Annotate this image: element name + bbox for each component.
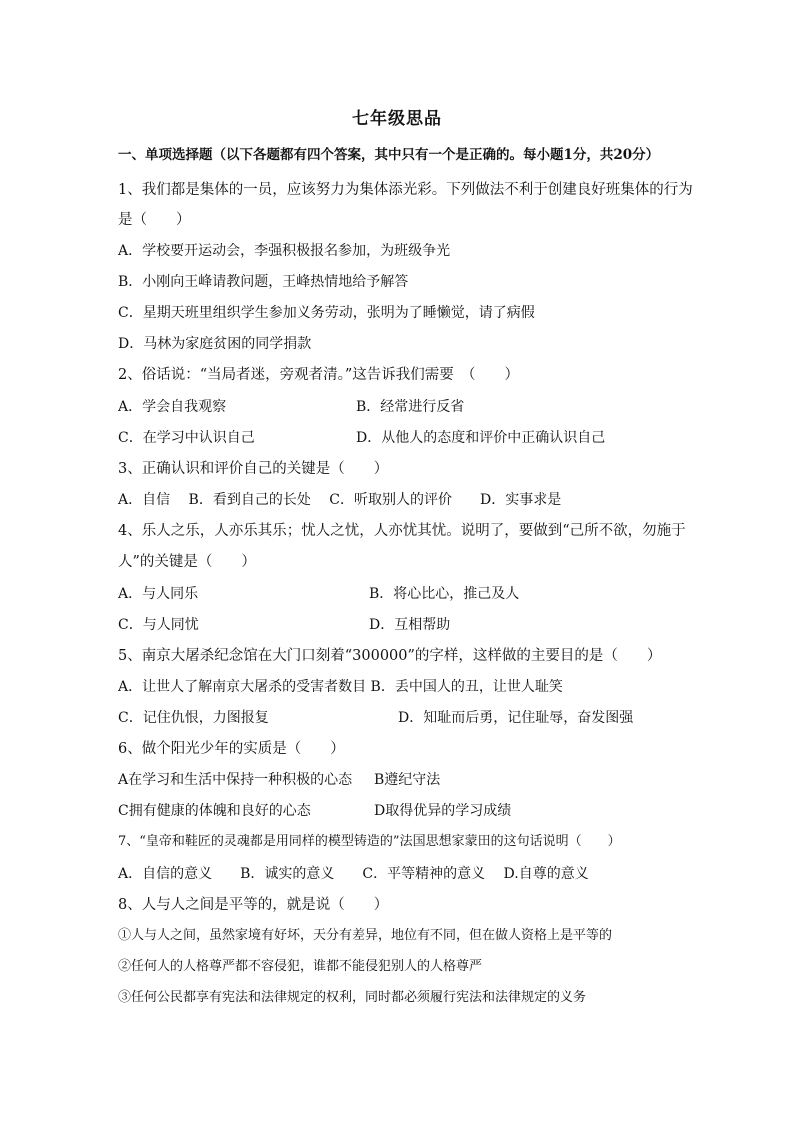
question-6-option-b: B遵纪守法 [374, 772, 441, 788]
question-4-stem-line2: 人”的关键是（ ） [118, 554, 256, 570]
question-2-option-c: C．在学习中认识自己 [118, 430, 255, 446]
question-1-option-b: B．小刚向王峰请教问题，王峰热情地给予解答 [118, 274, 409, 290]
question-8-stem: 8、人与人之间是平等的，就是说（ ） [118, 897, 389, 913]
question-5-option-ab: A．让世人了解南京大屠杀的受害者数目 B．丢中国人的丑，让世人耻笑 [118, 679, 563, 695]
question-1-option-a: A．学校要开运动会，李强积极报名参加，为班级争光 [118, 243, 451, 259]
question-5-stem: 5、南京大屠杀纪念馆在大门口刻着“300000”的字样，这样做的主要目的是（ ） [118, 648, 662, 664]
question-2-option-a: A．学会自我观察 [118, 399, 227, 415]
question-6-stem: 6、做个阳光少年的实质是（ ） [118, 741, 345, 757]
question-8-statement-2: ②任何人的人格尊严都不容侵犯，谁都不能侵犯别人的人格尊严 [118, 959, 483, 974]
question-2-option-d: D．从他人的态度和评价中正确认识自己 [356, 430, 606, 446]
question-1-stem-line2: 是（ ） [118, 212, 191, 228]
question-6-option-a: A在学习和生活中保持一种积极的心态 [118, 772, 353, 788]
question-7-stem: 7、“皇帝和鞋匠的灵魂都是用同样的模型铸造的”法国思想家蒙田的这句话说明（ ） [118, 834, 621, 849]
question-4-stem-line1: 4、乐人之乐，人亦乐其乐；忧人之忧，人亦忧其忧。说明了，要做到“己所不欲，勿施于 [118, 523, 686, 539]
question-3-options: A．自信 B．看到自己的长处 C．听取别人的评价 D．实事求是 [118, 492, 562, 508]
question-1-option-c: C．星期天班里组织学生参加义务劳动，张明为了睡懒觉，请了病假 [118, 305, 535, 321]
question-1-stem-line1: 1、我们都是集体的一员，应该努力为集体添光彩。下列做法不利于创建良好班集体的行为 [118, 182, 693, 198]
question-5-option-c: C．记住仇恨，力图报复 [118, 710, 269, 726]
question-4-option-b: B．将心比心，推己及人 [369, 586, 520, 602]
question-4-option-c: C．与人同忧 [118, 617, 199, 633]
question-6-option-c: C拥有健康的体魄和良好的心态 [118, 803, 311, 819]
page-title: 七年级思品 [352, 109, 442, 129]
question-2-stem: 2、俗话说：“当局者迷，旁观者清。”这告诉我们需要 （ ） [118, 367, 520, 383]
question-5-option-d: D．知耻而后勇，记住耻辱，奋发图强 [398, 710, 634, 726]
section-heading: 一、单项选择题（以下各题都有四个答案，其中只有一个是正确的。每小题1分，共20分） [118, 147, 660, 163]
question-8-statement-1: ①人与人之间，虽然家境有好坏，天分有差异，地位有不同，但在做人资格上是平等的 [118, 928, 613, 943]
question-3-stem: 3、正确认识和评价自己的关键是（ ） [118, 461, 389, 477]
question-6-option-d: D取得优异的学习成绩 [374, 803, 512, 819]
question-2-option-b: B．经常进行反省 [356, 399, 465, 415]
question-7-options: A．自信的意义 B．诚实的意义 C．平等精神的意义 D.自尊的意义 [118, 866, 589, 882]
question-4-option-a: A．与人同乐 [118, 586, 199, 602]
question-8-statement-3: ③任何公民都享有宪法和法律规定的权利，同时都必须履行宪法和法律规定的义务 [118, 990, 587, 1005]
question-1-option-d: D．马林为家庭贫困的同学捐款 [118, 336, 312, 352]
question-4-option-d: D．互相帮助 [369, 617, 451, 633]
